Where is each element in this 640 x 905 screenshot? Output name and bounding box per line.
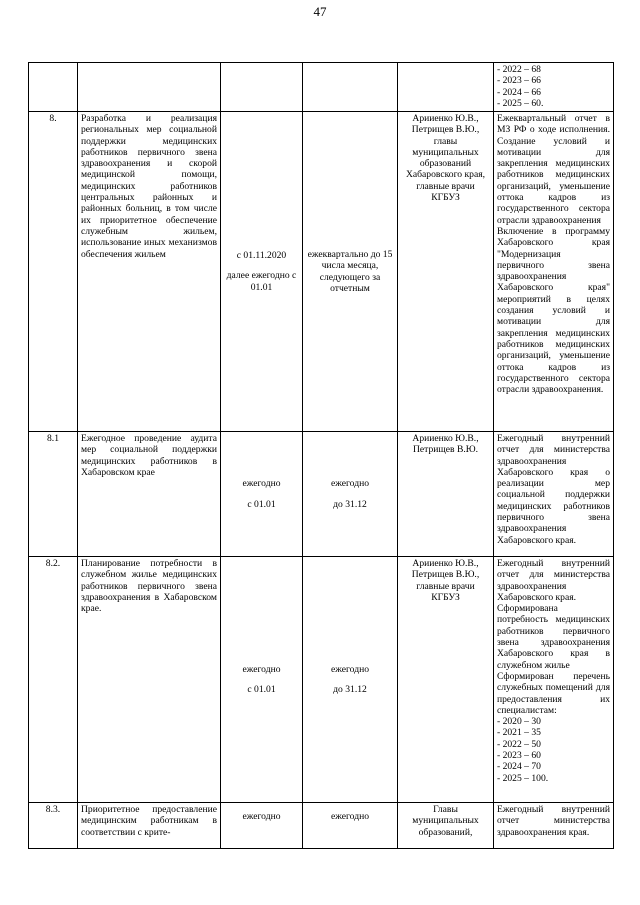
start-date-line: далее ежегодно с 01.01 <box>226 270 297 293</box>
deadline-line: до 31.12 <box>333 498 367 510</box>
executors-cell <box>398 63 494 112</box>
result-line: - 2024 – 70 <box>497 761 541 773</box>
result-paragraph: Ежегодный внутренний отчет для министерства здравоохранения Хабаровского края. <box>497 558 610 603</box>
start-date-cell <box>221 432 303 557</box>
start-date-cell <box>221 803 303 849</box>
row-number: 8.3. <box>29 803 78 849</box>
deadline-cell <box>303 63 398 112</box>
result-line: - 2023 – 60 <box>497 750 541 762</box>
deadline-cell <box>303 803 398 849</box>
result-paragraph: Сформирована потребность медицинских работников первичного звена здравоохранения Хабаровского края в служебном жилье <box>497 603 610 671</box>
table-row <box>29 557 614 803</box>
result-cell: Ежегодный внутренний отчет для министерства здравоохранения Хабаровского края о реализации мер социальной поддержки медицинских работников первичного звена здравоохранения Хабаровского края. <box>494 432 614 557</box>
table-row <box>29 803 614 849</box>
start-date-line: с 01.01 <box>247 684 276 695</box>
executors-cell: Арииенко Ю.В., Петрищев В.Ю., главные врачи КГБУЗ <box>398 557 494 803</box>
result-line: - 2025 – 100. <box>497 772 549 784</box>
deadline-line: ежегодно <box>330 663 370 675</box>
result-line: - 2023 – 66 <box>497 75 541 87</box>
result-line: - 2022 – 68 <box>497 64 541 75</box>
activity-cell: Разработка и реализация региональных мер социальной поддержки медицинских работников первичного звена здравоохранения и скорой медицинской помощи, медицинских работников центральных районных и районных больниц, в том числе их приоритетное обеспечение служебным жильем, использование иных механизмов обеспечения жильем <box>78 112 221 432</box>
deadline-line: ежеквартально до 15 числа месяца, следующего за отчетным <box>307 248 393 294</box>
row-number: 8.2. <box>29 557 78 803</box>
deadline-cell <box>303 432 398 557</box>
result-line: - 2020 – 30 <box>497 716 541 728</box>
start-date-line: с 01.11.2020 <box>236 250 287 262</box>
deadline-line: ежегодно <box>330 811 370 822</box>
activity-cell: Ежегодное проведение аудита мер социальной поддержки медицинских работников в Хабаровском крае <box>78 432 221 557</box>
activity-cell <box>78 63 221 112</box>
result-cell <box>494 112 614 432</box>
result-paragraph: Ежеквартальный отчет в МЗ РФ о ходе исполнения. Создание условий и мотивации для закрепления медицинских работников медицинских организаций, уменьшение оттока кадров из государственного сектора отрасли здравоохранения <box>497 113 610 226</box>
result-paragraph: Включение в программу Хабаровского края "Модернизация первичного звена здравоохранения Хабаровского края" мероприятий в целях создания условий и мотивации для закрепления медицинских работников медицинских организаций, уменьшение оттока кадров из государственного сектора отрасли здравоохранения. <box>497 225 610 396</box>
result-paragraph: Сформирован перечень служебных помещений для предоставления их специалистам: <box>497 670 610 716</box>
deadline-line: ежегодно <box>330 478 370 490</box>
start-date-line: ежегодно <box>242 478 281 490</box>
activity-cell: Приоритетное предоставление медицинским работникам в соответствии с крите- <box>78 803 221 849</box>
row-number: 8.1 <box>29 432 78 557</box>
result-line: - 2025 – 60. <box>497 97 544 109</box>
page-number: 47 <box>313 4 327 19</box>
start-date-line: с 01.01 <box>247 498 276 510</box>
table-row <box>29 112 614 432</box>
result-cell: Ежегодный внутренний отчет министерства здравоохранения края. <box>494 803 614 849</box>
activity-cell: Планирование потребности в служебном жилье медицинских работников первичного звена здравоохранения в Хабаровском крае. <box>78 557 221 803</box>
start-date-line: ежегодно <box>242 663 281 675</box>
executors-cell: Арииенко Ю.В., Петрищев В.Ю., главы муниципальных образований Хабаровского края, главные врачи КГБУЗ <box>398 112 494 432</box>
executors-cell: Арииенко Ю.В., Петрищев В.Ю. <box>398 432 494 557</box>
start-date-cell <box>221 63 303 112</box>
start-date-cell <box>221 557 303 803</box>
executors-cell: Главы муниципальных образований, <box>398 803 494 849</box>
table-row <box>29 63 614 112</box>
row-number: 8. <box>29 112 78 432</box>
result-cell <box>494 63 614 112</box>
start-date-cell <box>221 112 303 432</box>
start-date-line: ежегодно <box>242 811 281 822</box>
result-line: - 2022 – 50 <box>497 738 541 750</box>
result-cell <box>494 557 614 803</box>
deadline-cell <box>303 112 398 432</box>
result-line: - 2024 – 66 <box>497 86 541 98</box>
deadline-cell <box>303 557 398 803</box>
deadline-line: до 31.12 <box>333 684 367 695</box>
result-line: - 2021 – 35 <box>497 727 541 739</box>
row-number <box>29 63 78 112</box>
table-row <box>29 432 614 557</box>
action-plan-table <box>28 62 614 849</box>
